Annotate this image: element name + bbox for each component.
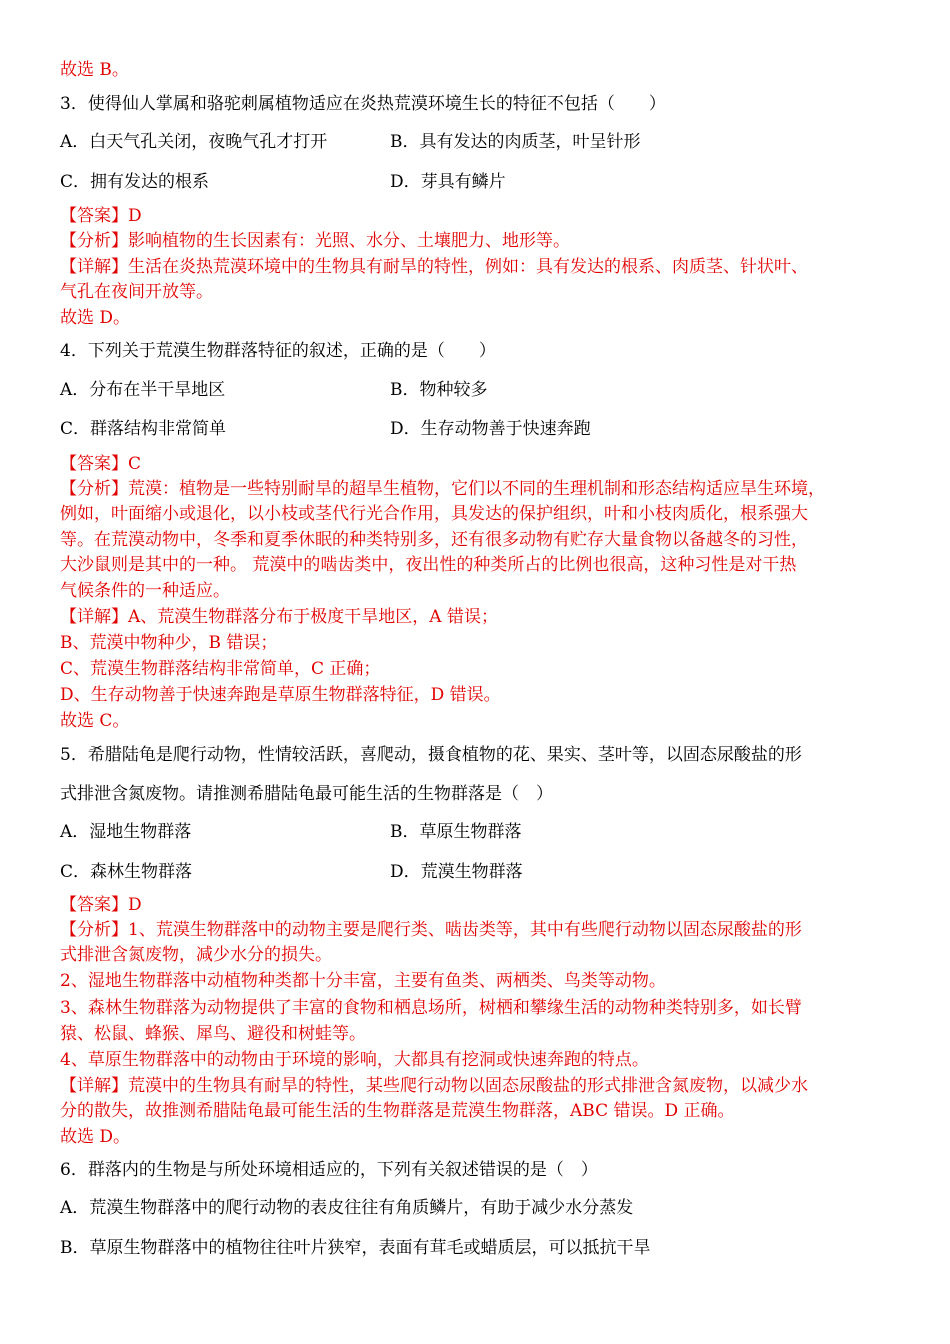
q4-conclusion: 故选 C。 [60,711,130,731]
q4-analysis-line-4: 大沙鼠则是其中的一种。 荒漠中的啮齿类中，夜出性的种类所占的比例也很高，这种习性是对干热 [60,555,797,575]
q4-analysis-line-3: 等。在荒漠动物中，冬季和夏季休眠的种类特别多，还有很多动物有贮存大量食物以备越冬的习性， [60,530,808,550]
q4-detail-line-3: C、荒漠生物群落结构非常简单，C 正确； [60,659,381,679]
q5-option-a: A．湿地生物群落 [60,822,192,842]
q4-analysis-line-2: 例如，叶面缩小或退化，以小枝或茎代行光合作用，具发达的保护组织，叶和小枝肉质化，根系强大 [60,504,808,524]
q5-analysis-line-4: 3、森林生物群落为动物提供了丰富的食物和栖息场所，树栖和攀缘生活的动物种类特别多，如长臂 [60,998,802,1018]
q5-analysis-line-3: 2、湿地生物群落中动植物种类都十分丰富，主要有鱼类、两栖类、鸟类等动物。 [60,971,666,991]
q4-detail-line-4: D、生存动物善于快速奔跑是草原生物群落特征，D 错误。 [60,685,501,705]
q5-stem-line-1: 5．希腊陆龟是爬行动物，性情较活跃，喜爬动，摄食植物的花、果实、茎叶等，以固态尿酸盐的形 [60,745,802,765]
q4-detail-line-1: 【详解】A、荒漠生物群落分布于极度干旱地区，A 错误； [60,607,498,627]
q3-option-a: A．白天气孔关闭，夜晚气孔才打开 [60,132,328,152]
q6-option-a: A．荒漠生物群落中的爬行动物的表皮往往有角质鳞片，有助于减少水分蒸发 [60,1198,634,1218]
q3-detail-line-1: 【详解】生活在炎热荒漠环境中的生物具有耐旱的特性，例如：具有发达的根系、肉质茎、针状叶、 [60,257,808,277]
q3-detail-line-2: 气孔在夜间开放等。 [60,282,213,302]
q5-analysis-line-5: 猿、松鼠、蜂猴、犀鸟、避役和树蛙等。 [60,1024,366,1044]
q4-option-d: D．生存动物善于快速奔跑 [390,419,591,439]
q4-option-b: B．物种较多 [390,380,488,400]
q5-option-d: D．荒漠生物群落 [390,862,523,882]
q4-detail-line-2: B、荒漠中物种少，B 错误； [60,633,278,653]
q3-option-c: C．拥有发达的根系 [60,172,210,192]
q5-detail-line-2: 分的散失，故推测希腊陆龟最可能生活的生物群落是荒漠生物群落，ABC 错误。D 正确。 [60,1101,735,1121]
q5-stem-line-2: 式排泄含氮废物。请推测希腊陆龟最可能生活的生物群落是（ ） [60,784,553,804]
q6-stem: 6．群落内的生物是与所处环境相适应的，下列有关叙述错误的是（ ） [60,1160,598,1180]
q3-option-d: D．芽具有鳞片 [390,172,506,192]
q5-analysis-line-6: 4、草原生物群落中的动物由于环境的影响，大都具有挖洞或快速奔跑的特点。 [60,1050,649,1070]
q4-analysis-line-1: 【分析】荒漠：植物是一些特别耐旱的超旱生植物，它们以不同的生理机制和形态结构适应旱生环境， [60,479,825,499]
q5-option-b: B．草原生物群落 [390,822,522,842]
q5-detail-line-1: 【详解】荒漠中的生物具有耐旱的特性，某些爬行动物以固态尿酸盐的形式排泄含氮废物，以减少水 [60,1076,808,1096]
q5-option-c: C．森林生物群落 [60,862,193,882]
q3-analysis: 【分析】影响植物的生长因素有：光照、水分、土壤肥力、地形等。 [60,231,570,251]
q5-conclusion: 故选 D。 [60,1127,131,1147]
q4-answer: 【答案】C [60,454,142,474]
q6-option-b: B．草原生物群落中的植物往往叶片狭窄，表面有茸毛或蜡质层，可以抵抗干旱 [60,1238,651,1258]
q4-stem: 4．下列关于荒漠生物群落特征的叙述，正确的是（ ） [60,341,496,361]
q3-answer: 【答案】D [60,206,142,226]
q3-option-b: B．具有发达的肉质茎，叶呈针形 [390,132,641,152]
q2-conclusion: 故选 B。 [60,60,129,80]
q5-answer: 【答案】D [60,895,142,915]
q3-stem: 3．使得仙人掌属和骆驼刺属植物适应在炎热荒漠环境生长的特征不包括（ ） [60,94,666,114]
q5-analysis-line-1: 【分析】1、荒漠生物群落中的动物主要是爬行类、啮齿类等，其中有些爬行动物以固态尿酸盐的形 [60,920,802,940]
q4-option-a: A．分布在半干旱地区 [60,380,226,400]
q3-conclusion: 故选 D。 [60,308,131,328]
q4-analysis-line-5: 气候条件的一种适应。 [60,581,230,601]
q4-option-c: C．群落结构非常简单 [60,419,227,439]
q5-analysis-line-2: 式排泄含氮废物，减少水分的损失。 [60,945,332,965]
